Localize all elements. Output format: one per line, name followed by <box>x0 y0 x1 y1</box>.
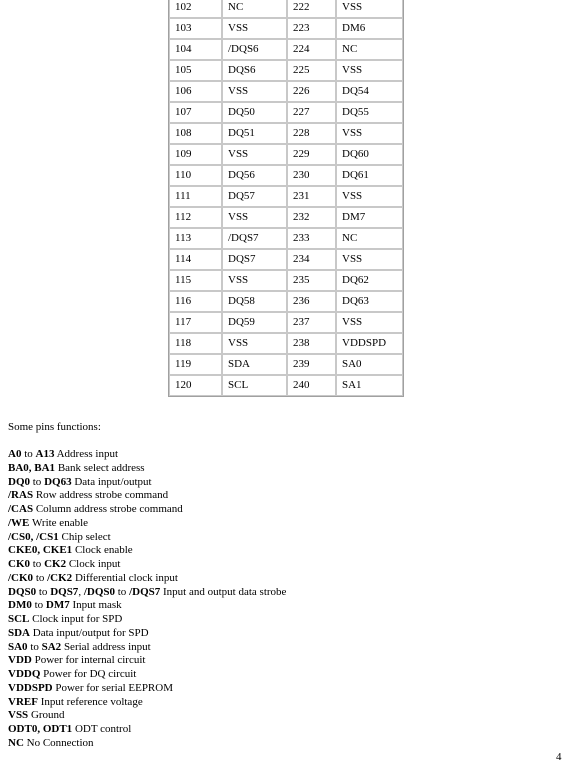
signal-name: DM7 <box>45 599 70 612</box>
table-row <box>169 375 403 396</box>
pin-number-cell: 120 <box>169 375 222 396</box>
signal-name: VREF <box>8 695 38 708</box>
function-item <box>8 531 286 545</box>
pin-number-cell: 233 <box>287 228 336 249</box>
table-row <box>169 333 403 354</box>
pin-number-cell: 240 <box>287 375 336 396</box>
function-description: Clock input for SPD <box>29 613 123 625</box>
table-row <box>169 354 403 375</box>
pin-signal-cell: DQ54 <box>336 81 403 102</box>
function-description: , <box>78 585 84 598</box>
pin-number-cell: 225 <box>287 60 336 81</box>
pin-signal-cell: SA0 <box>336 354 403 375</box>
functions-heading: Some pins functions: <box>8 421 101 433</box>
function-item <box>8 544 286 558</box>
pin-signal-cell: DQ55 <box>336 102 403 123</box>
function-item <box>8 696 286 710</box>
signal-name: DM0 <box>8 599 32 612</box>
function-description: Column address strobe command <box>33 503 183 515</box>
function-description: to <box>30 475 45 488</box>
function-item <box>8 599 286 613</box>
table-row <box>169 186 403 207</box>
pin-signal-cell: DQS6 <box>222 60 287 81</box>
pin-number-cell: 238 <box>287 333 336 354</box>
pin-number-cell: 113 <box>169 228 222 249</box>
pin-signal-cell: VSS <box>336 312 403 333</box>
function-item <box>8 627 286 641</box>
pin-functions-list <box>8 448 286 751</box>
pin-number-cell: 232 <box>287 207 336 228</box>
signal-name: NC <box>8 736 24 749</box>
pin-number-cell: 110 <box>169 165 222 186</box>
pin-number-cell: 116 <box>169 291 222 312</box>
pin-signal-cell: DQS7 <box>222 249 287 270</box>
function-description: ODT control <box>72 723 132 735</box>
pin-table-body <box>169 0 403 396</box>
signal-name: VDDSPD <box>8 681 53 694</box>
pin-signal-cell: DM6 <box>336 18 403 39</box>
pin-number-cell: 104 <box>169 39 222 60</box>
signal-name: /CAS <box>8 503 34 515</box>
pin-number-cell: 103 <box>169 18 222 39</box>
pin-number-cell: 115 <box>169 270 222 291</box>
pin-number-cell: 224 <box>287 39 336 60</box>
function-item <box>8 613 286 627</box>
signal-name: /WE <box>8 516 30 529</box>
function-item <box>8 737 286 751</box>
pin-number-cell: 237 <box>287 312 336 333</box>
pin-number-cell: 106 <box>169 81 222 102</box>
signal-name: /CS0, /CS1 <box>8 530 59 543</box>
function-description: Clock input <box>66 558 121 570</box>
signal-name: CK0 <box>8 558 30 570</box>
function-description: to <box>30 558 45 570</box>
pin-number-cell: 111 <box>169 186 222 207</box>
function-description: No Connection <box>23 736 94 749</box>
pin-assignment-table <box>168 0 404 397</box>
function-item <box>8 517 286 531</box>
function-item <box>8 462 286 476</box>
pin-signal-cell: SCL <box>222 375 287 396</box>
table-row <box>169 312 403 333</box>
pin-signal-cell: DQ61 <box>336 165 403 186</box>
function-item <box>8 668 286 682</box>
table-row <box>169 249 403 270</box>
function-description: Power for internal circuit <box>31 654 146 667</box>
pin-signal-cell: DQ59 <box>222 312 287 333</box>
table-row <box>169 81 403 102</box>
function-description: Data input/output <box>71 475 152 488</box>
signal-name: ODT0, ODT1 <box>8 723 73 735</box>
table-row <box>169 291 403 312</box>
table-row <box>169 39 403 60</box>
function-item <box>8 586 286 600</box>
function-description: Input mask <box>69 599 122 612</box>
pin-signal-cell: NC <box>336 228 403 249</box>
pin-signal-cell: DQ62 <box>336 270 403 291</box>
pin-number-cell: 228 <box>287 123 336 144</box>
pin-signal-cell: DQ50 <box>222 102 287 123</box>
table-row <box>169 270 403 291</box>
signal-name: VDDQ <box>8 668 41 680</box>
signal-name: DQS0 <box>8 585 37 598</box>
function-item <box>8 709 286 723</box>
pin-signal-cell: DQ57 <box>222 186 287 207</box>
pin-number-cell: 223 <box>287 18 336 39</box>
function-item <box>8 723 286 737</box>
pin-number-cell: 227 <box>287 102 336 123</box>
function-item <box>8 503 286 517</box>
pin-signal-cell: VSS <box>222 18 287 39</box>
pin-number-cell: 229 <box>287 144 336 165</box>
function-description: Power for DQ circuit <box>40 668 137 680</box>
pin-number-cell: 117 <box>169 312 222 333</box>
pin-number-cell: 239 <box>287 354 336 375</box>
pin-number-cell: 114 <box>169 249 222 270</box>
function-description: to <box>27 640 42 653</box>
pin-number-cell: 226 <box>287 81 336 102</box>
pin-number-cell: 235 <box>287 270 336 291</box>
function-description: Write enable <box>29 516 89 529</box>
pin-signal-cell: VSS <box>336 0 403 18</box>
function-item <box>8 558 286 572</box>
pin-signal-cell: DM7 <box>336 207 403 228</box>
pin-number-cell: 105 <box>169 60 222 81</box>
signal-name: VDD <box>8 654 32 667</box>
function-description: Serial address input <box>61 640 151 653</box>
signal-name: DQS7 <box>50 585 79 598</box>
function-description: Input reference voltage <box>37 695 143 708</box>
signal-name: CKE0, CKE1 <box>8 544 73 557</box>
pin-number-cell: 230 <box>287 165 336 186</box>
pin-signal-cell: NC <box>222 0 287 18</box>
signal-name: BA0, BA1 <box>8 461 56 474</box>
function-description: Address input <box>54 448 119 460</box>
signal-name: SA2 <box>41 640 62 653</box>
function-description: Power for serial EEPROM <box>52 681 173 694</box>
pin-signal-cell: DQ60 <box>336 144 403 165</box>
function-item <box>8 641 286 655</box>
signal-name: DQ0 <box>8 475 30 488</box>
signal-name: CK2 <box>44 558 67 570</box>
pin-signal-cell: DQ56 <box>222 165 287 186</box>
signal-name: VSS <box>8 709 29 722</box>
function-description: Data input/output for SPD <box>30 626 149 639</box>
function-description: to <box>31 599 46 612</box>
function-description: Ground <box>28 709 65 722</box>
signal-name: /CK0 <box>8 571 34 584</box>
pin-number-cell: 231 <box>287 186 336 207</box>
pin-number-cell: 107 <box>169 102 222 123</box>
function-item <box>8 448 286 462</box>
table-row <box>169 144 403 165</box>
table-row <box>169 0 403 18</box>
pin-signal-cell: SA1 <box>336 375 403 396</box>
pin-number-cell: 112 <box>169 207 222 228</box>
table-row <box>169 123 403 144</box>
pin-signal-cell: VSS <box>222 333 287 354</box>
signal-name: DQ63 <box>44 475 72 488</box>
signal-name: /DQS0 <box>83 585 115 598</box>
signal-name: /CK2 <box>47 571 73 584</box>
pin-signal-cell: /DQS7 <box>222 228 287 249</box>
function-description: to <box>115 585 130 598</box>
table-row <box>169 207 403 228</box>
function-item <box>8 654 286 668</box>
function-description: to <box>33 571 48 584</box>
function-description: Row address strobe command <box>33 489 169 502</box>
pin-number-cell: 222 <box>287 0 336 18</box>
table-row <box>169 102 403 123</box>
signal-name: SA0 <box>8 640 28 653</box>
signal-name: A0 <box>8 448 22 460</box>
function-description: to <box>36 585 51 598</box>
function-item <box>8 682 286 696</box>
pin-signal-cell: VSS <box>336 60 403 81</box>
pin-number-cell: 234 <box>287 249 336 270</box>
pin-signal-cell: DQ51 <box>222 123 287 144</box>
pin-number-cell: 119 <box>169 354 222 375</box>
function-description: to <box>21 448 36 460</box>
signal-name: /DQS7 <box>129 585 161 598</box>
function-description: Chip select <box>58 530 111 543</box>
table-row <box>169 165 403 186</box>
pin-number-cell: 109 <box>169 144 222 165</box>
pin-signal-cell: DQ63 <box>336 291 403 312</box>
function-item <box>8 572 286 586</box>
pin-signal-cell: SDA <box>222 354 287 375</box>
pin-signal-cell: VSS <box>222 270 287 291</box>
function-description: Bank select address <box>55 461 145 474</box>
pin-signal-cell: /DQS6 <box>222 39 287 60</box>
pin-signal-cell: VSS <box>222 207 287 228</box>
function-description: Differential clock input <box>72 571 178 584</box>
pin-signal-cell: VDDSPD <box>336 333 403 354</box>
pin-number-cell: 118 <box>169 333 222 354</box>
pin-signal-cell: VSS <box>336 123 403 144</box>
pin-signal-cell: VSS <box>336 249 403 270</box>
signal-name: A13 <box>35 448 55 460</box>
pin-number-cell: 102 <box>169 0 222 18</box>
function-description: Input and output data strobe <box>160 585 287 598</box>
table-row <box>169 18 403 39</box>
signal-name: SDA <box>8 626 31 639</box>
pin-signal-cell: VSS <box>222 144 287 165</box>
function-item <box>8 489 286 503</box>
pin-signal-cell: NC <box>336 39 403 60</box>
function-item <box>8 476 286 490</box>
pin-signal-cell: VSS <box>336 186 403 207</box>
pin-number-cell: 108 <box>169 123 222 144</box>
signal-name: SCL <box>8 613 30 625</box>
pin-signal-cell: DQ58 <box>222 291 287 312</box>
pin-number-cell: 236 <box>287 291 336 312</box>
pin-signal-cell: VSS <box>222 81 287 102</box>
table-row <box>169 228 403 249</box>
page-number: 4 <box>556 751 562 763</box>
function-description: Clock enable <box>72 544 133 557</box>
signal-name: /RAS <box>8 489 34 502</box>
table-row <box>169 60 403 81</box>
